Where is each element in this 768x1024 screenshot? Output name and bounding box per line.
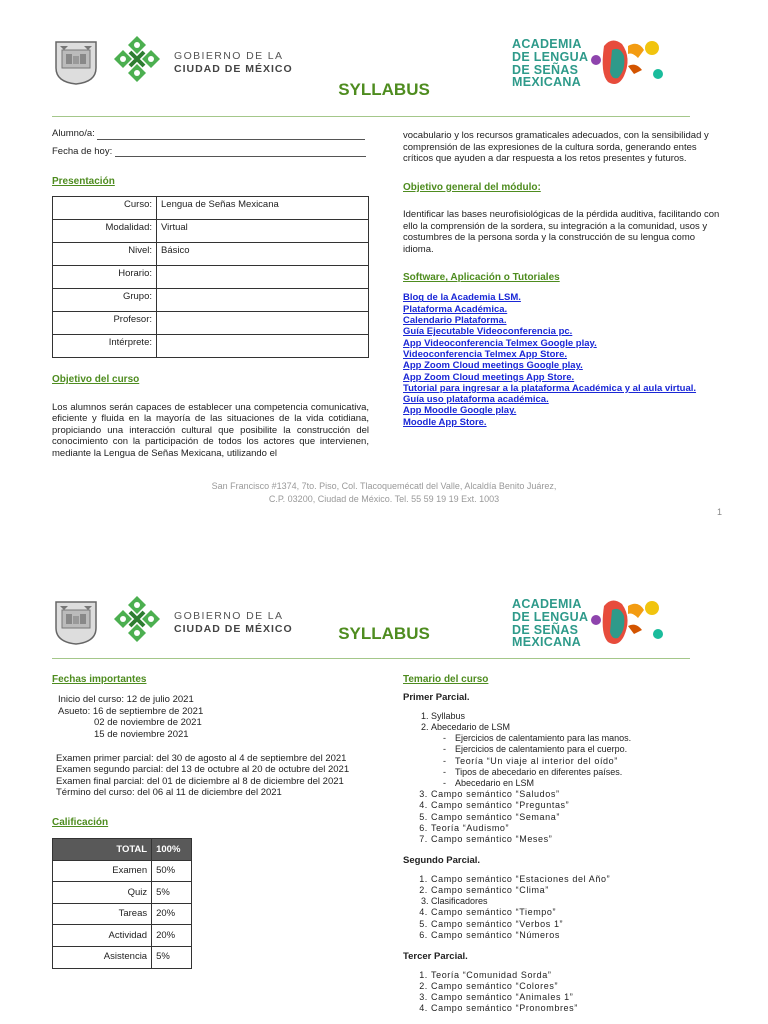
- link-moodle-google-play[interactable]: App Moodle Google play.: [403, 405, 517, 417]
- right-column: [403, 674, 721, 1014]
- calificacion-row: [53, 903, 192, 925]
- objetivo-curso-title: Objetivo del curso: [52, 374, 140, 386]
- academia-line: ACADEMIA: [512, 37, 582, 51]
- link-moodle-app-store[interactable]: Moodle App Store.: [403, 416, 487, 428]
- footer-line-2: C.P. 03200, Ciudad de México. Tel. 55 59 19 19 Ext. 1003: [268, 494, 500, 504]
- link-calendario[interactable]: Calendario Plataforma.: [403, 315, 507, 327]
- link-telmex-app-store[interactable]: Videoconferencia Telmex App Store.: [403, 348, 568, 360]
- page-2: [0, 560, 768, 1024]
- objetivo-general-title: Objetivo general del módulo:: [403, 181, 541, 193]
- tercer-parcial-title: Tercer Parcial.: [403, 951, 468, 962]
- temario-item: 3. Campo semántico “Animales 1”: [431, 992, 721, 1003]
- fecha-line: Asueto: 16 de septiembre de 2021: [58, 705, 204, 717]
- abecedario-subitem: - Ejercicios de calentamiento para el cuerpo.: [455, 744, 721, 755]
- primer-parcial-title: Primer Parcial.: [403, 692, 470, 704]
- temario-item-label: Abecedario de LSM: [431, 721, 511, 732]
- page-title: SYLLABUS: [338, 80, 430, 99]
- right-column: [403, 130, 721, 428]
- calificacion-key: Quiz: [53, 882, 152, 904]
- header-divider: [52, 116, 690, 117]
- presentacion-row: [53, 266, 369, 289]
- abecedario-subitem: - Ejercicios de calentamiento para las manos.: [455, 733, 721, 744]
- calificacion-value: 5%: [152, 946, 192, 968]
- presentacion-key: Profesor:: [53, 312, 157, 335]
- fecha-label: Fecha de hoy:: [52, 145, 115, 157]
- abecedario-subitem: - Tipos de abecedario en diferentes países.: [455, 767, 721, 778]
- presentacion-key: Grupo:: [53, 289, 157, 312]
- calificacion-table: [52, 838, 192, 969]
- abecedario-subitem: - Teoría “Un viaje al interior del oído”: [455, 756, 721, 767]
- academia-line: MEXICANA: [512, 75, 582, 90]
- presentacion-value: [157, 312, 369, 335]
- presentacion-key: Intérprete:: [53, 335, 157, 358]
- gov-line-2: CIUDAD DE MÉXICO: [174, 62, 293, 75]
- presentacion-value: [157, 335, 369, 358]
- calificacion-value: 20%: [152, 903, 192, 925]
- cdmx-crest-icon: [52, 38, 100, 86]
- temario-item: 1. Teoría “Comunidad Sorda”: [431, 970, 721, 981]
- examen-line: Examen final parcial: del 01 de diciembre al 8 de diciembre del 2021: [56, 775, 344, 787]
- temario-item: 5. Campo semántico “Verbos 1”: [431, 919, 721, 930]
- segundo-parcial-title: Segundo Parcial.: [403, 855, 481, 867]
- footer-line-1: San Francisco #1374, 7to. Piso, Col. Tlacoquemécatl del Valle, Alcaldía Benito Juárez,: [211, 481, 557, 491]
- calificacion-title: Calificación: [52, 816, 109, 828]
- calificacion-row: [53, 946, 192, 968]
- temario-item: 2. Campo semántico “Colores”: [431, 981, 721, 992]
- link-telmex-google-play[interactable]: App Videoconferencia Telmex Google play.: [403, 337, 597, 349]
- presentacion-value: [157, 266, 369, 289]
- fechas-list: [52, 694, 369, 740]
- examenes-list: [52, 753, 369, 799]
- presentacion-title: Presentación: [52, 176, 115, 188]
- presentacion-value: Lengua de Señas Mexicana: [157, 197, 369, 220]
- calificacion-value: 50%: [152, 860, 192, 882]
- link-zoom-google-play[interactable]: App Zoom Cloud meetings Google play.: [403, 360, 583, 372]
- calificacion-key: TOTAL: [53, 839, 152, 861]
- calificacion-value: 100%: [152, 839, 192, 861]
- temario-item: 5. Campo semántico “Semana”: [431, 812, 721, 823]
- calificacion-value: 5%: [152, 882, 192, 904]
- page-gap: [0, 530, 768, 560]
- objetivo-general-text: Identificar las bases neurofisiológicas de la pérdida auditiva, facilitando con ello la comprensión de la sordera, su integración a la comunidad, usos y costumbres de la persona sorda y la construcción de su lengua como idioma.: [403, 208, 720, 255]
- link-guia-plataforma[interactable]: Guía uso plataforma académica.: [403, 394, 549, 406]
- presentacion-table: [52, 196, 369, 358]
- examen-line: Examen primer parcial: del 30 de agosto al 4 de septiembre del 2021: [56, 752, 347, 764]
- primer-parcial-list-rest: [403, 789, 721, 845]
- fecha-line: 02 de noviembre de 2021: [94, 717, 202, 729]
- temario-item: 3. Clasificadores: [431, 896, 721, 907]
- gov-line-1: GOBIERNO DE LA: [174, 610, 284, 622]
- header-divider: [52, 658, 690, 659]
- presentacion-key: Horario:: [53, 266, 157, 289]
- calificacion-row: [53, 925, 192, 947]
- alumno-label: Alumno/a:: [52, 128, 98, 139]
- presentacion-value: Básico: [157, 243, 369, 266]
- presentacion-key: Curso:: [53, 197, 157, 220]
- objetivo-curso-text: Los alumnos serán capaces de establecer una competencia comunicativa, eficiente y fluida en la mayoría de las situaciones de la vida cotidiana, propiciando una interacción cultural que posibilite la construcción del conocimiento con la participación de todos los actores que intervienen, mediante la Lengua de Señas Mexicana, utilizando el: [52, 401, 369, 459]
- left-column: [52, 674, 369, 969]
- link-plataforma[interactable]: Plataforma Académica.: [403, 303, 508, 315]
- examen-line: Término del curso: del 06 al 11 de diciembre del 2021: [56, 787, 282, 799]
- software-title: Software, Aplicación o Tutoriales: [403, 272, 560, 284]
- presentacion-row: [53, 243, 369, 266]
- presentacion-key: Nivel:: [53, 243, 157, 266]
- academia-line: DE SEÑAS: [512, 622, 579, 637]
- fecha-line: 15 de noviembre 2021: [94, 728, 189, 740]
- calificacion-key: Examen: [53, 860, 152, 882]
- calificacion-row: [53, 860, 192, 882]
- page-header: [0, 560, 768, 680]
- temario-item: 6. Campo semántico “Números: [431, 930, 721, 941]
- calificacion-key: Tareas: [53, 903, 152, 925]
- tercer-parcial-list: [403, 970, 721, 1015]
- fechas-title: Fechas importantes: [52, 674, 147, 685]
- gobierno-cdmx-logo-icon: [110, 32, 164, 86]
- temario-item: 7. Campo semántico “Meses”: [431, 834, 721, 845]
- link-blog[interactable]: Blog de la Academia LSM.: [403, 292, 521, 304]
- academia-line: MEXICANA: [512, 635, 582, 650]
- calificacion-row: [53, 882, 192, 904]
- academia-line: DE LENGUA: [512, 609, 589, 624]
- fecha-line: Inicio del curso: 12 de julio 2021: [58, 694, 194, 706]
- page-number: 1: [716, 507, 722, 517]
- presentacion-row: [53, 289, 369, 312]
- temario-item: 4. Campo semántico “Tiempo”: [431, 907, 721, 918]
- presentacion-row: [53, 312, 369, 335]
- presentacion-row: [53, 220, 369, 243]
- academia-line: ACADEMIA: [512, 597, 582, 611]
- temario-item: 4. Campo semántico “Pronombres”: [431, 1003, 721, 1014]
- presentacion-value: [157, 289, 369, 312]
- calificacion-value: 20%: [152, 925, 192, 947]
- left-column: [52, 128, 369, 459]
- page-header: [0, 0, 768, 120]
- temario-item: 2. Campo semántico “Clima”: [431, 885, 721, 896]
- temario-item: [431, 722, 721, 789]
- gov-line-2: CIUDAD DE MÉXICO: [174, 622, 293, 635]
- calificacion-key: Actividad: [53, 925, 152, 947]
- objetivo-curso-cont: vocabulario y los recursos gramaticales adecuados, con la sensibilidad y comprensión de las expresiones de la cultura sorda, generando entes críticos que ayuden a dar respuesta a los retos presentes y futuros.: [403, 130, 709, 165]
- presentacion-value: Virtual: [157, 220, 369, 243]
- link-tutorial-plataforma[interactable]: Tutorial para ingresar a la plataforma Académica y al aula virtual.: [403, 382, 697, 394]
- academia-line: DE LENGUA: [512, 49, 589, 64]
- fecha-field[interactable]: [52, 146, 369, 158]
- temario-item: 1. Campo semántico “Estaciones del Año”: [431, 874, 721, 885]
- temario-title: Temario del curso: [403, 674, 489, 685]
- segundo-parcial-list: [403, 874, 721, 941]
- link-guia-videoconferencia[interactable]: Guía Ejecutable Videoconferencia pc.: [403, 326, 573, 338]
- gobierno-cdmx-wordmark: [174, 50, 293, 76]
- temario-item: 3. Campo semántico “Saludos”: [431, 789, 721, 800]
- page-title: SYLLABUS: [338, 624, 430, 643]
- gov-line-1: GOBIERNO DE LA: [174, 50, 284, 62]
- temario-item: 6. Teoría “Audismo”: [431, 823, 721, 834]
- primer-parcial-list: [403, 711, 721, 789]
- temario-item: 1. Syllabus: [431, 711, 721, 722]
- software-links: [403, 292, 721, 428]
- alumno-field[interactable]: [52, 128, 369, 140]
- link-zoom-app-store[interactable]: App Zoom Cloud meetings App Store.: [403, 371, 575, 383]
- temario-item: 4. Campo semántico “Preguntas”: [431, 800, 721, 811]
- academia-line: DE SEÑAS: [512, 62, 579, 77]
- presentacion-row: [53, 335, 369, 358]
- calificacion-key: Asistencia: [53, 946, 152, 968]
- presentacion-row: [53, 197, 369, 220]
- examen-line: Examen segundo parcial: del 13 de octubre al 20 de octubre del 2021: [56, 764, 350, 776]
- presentacion-key: Modalidad:: [53, 220, 157, 243]
- page-footer: [0, 480, 768, 506]
- abecedario-subitem: - Abecedario en LSM: [455, 778, 721, 789]
- calificacion-total-row: [53, 839, 192, 861]
- abecedario-sublist: [431, 733, 721, 789]
